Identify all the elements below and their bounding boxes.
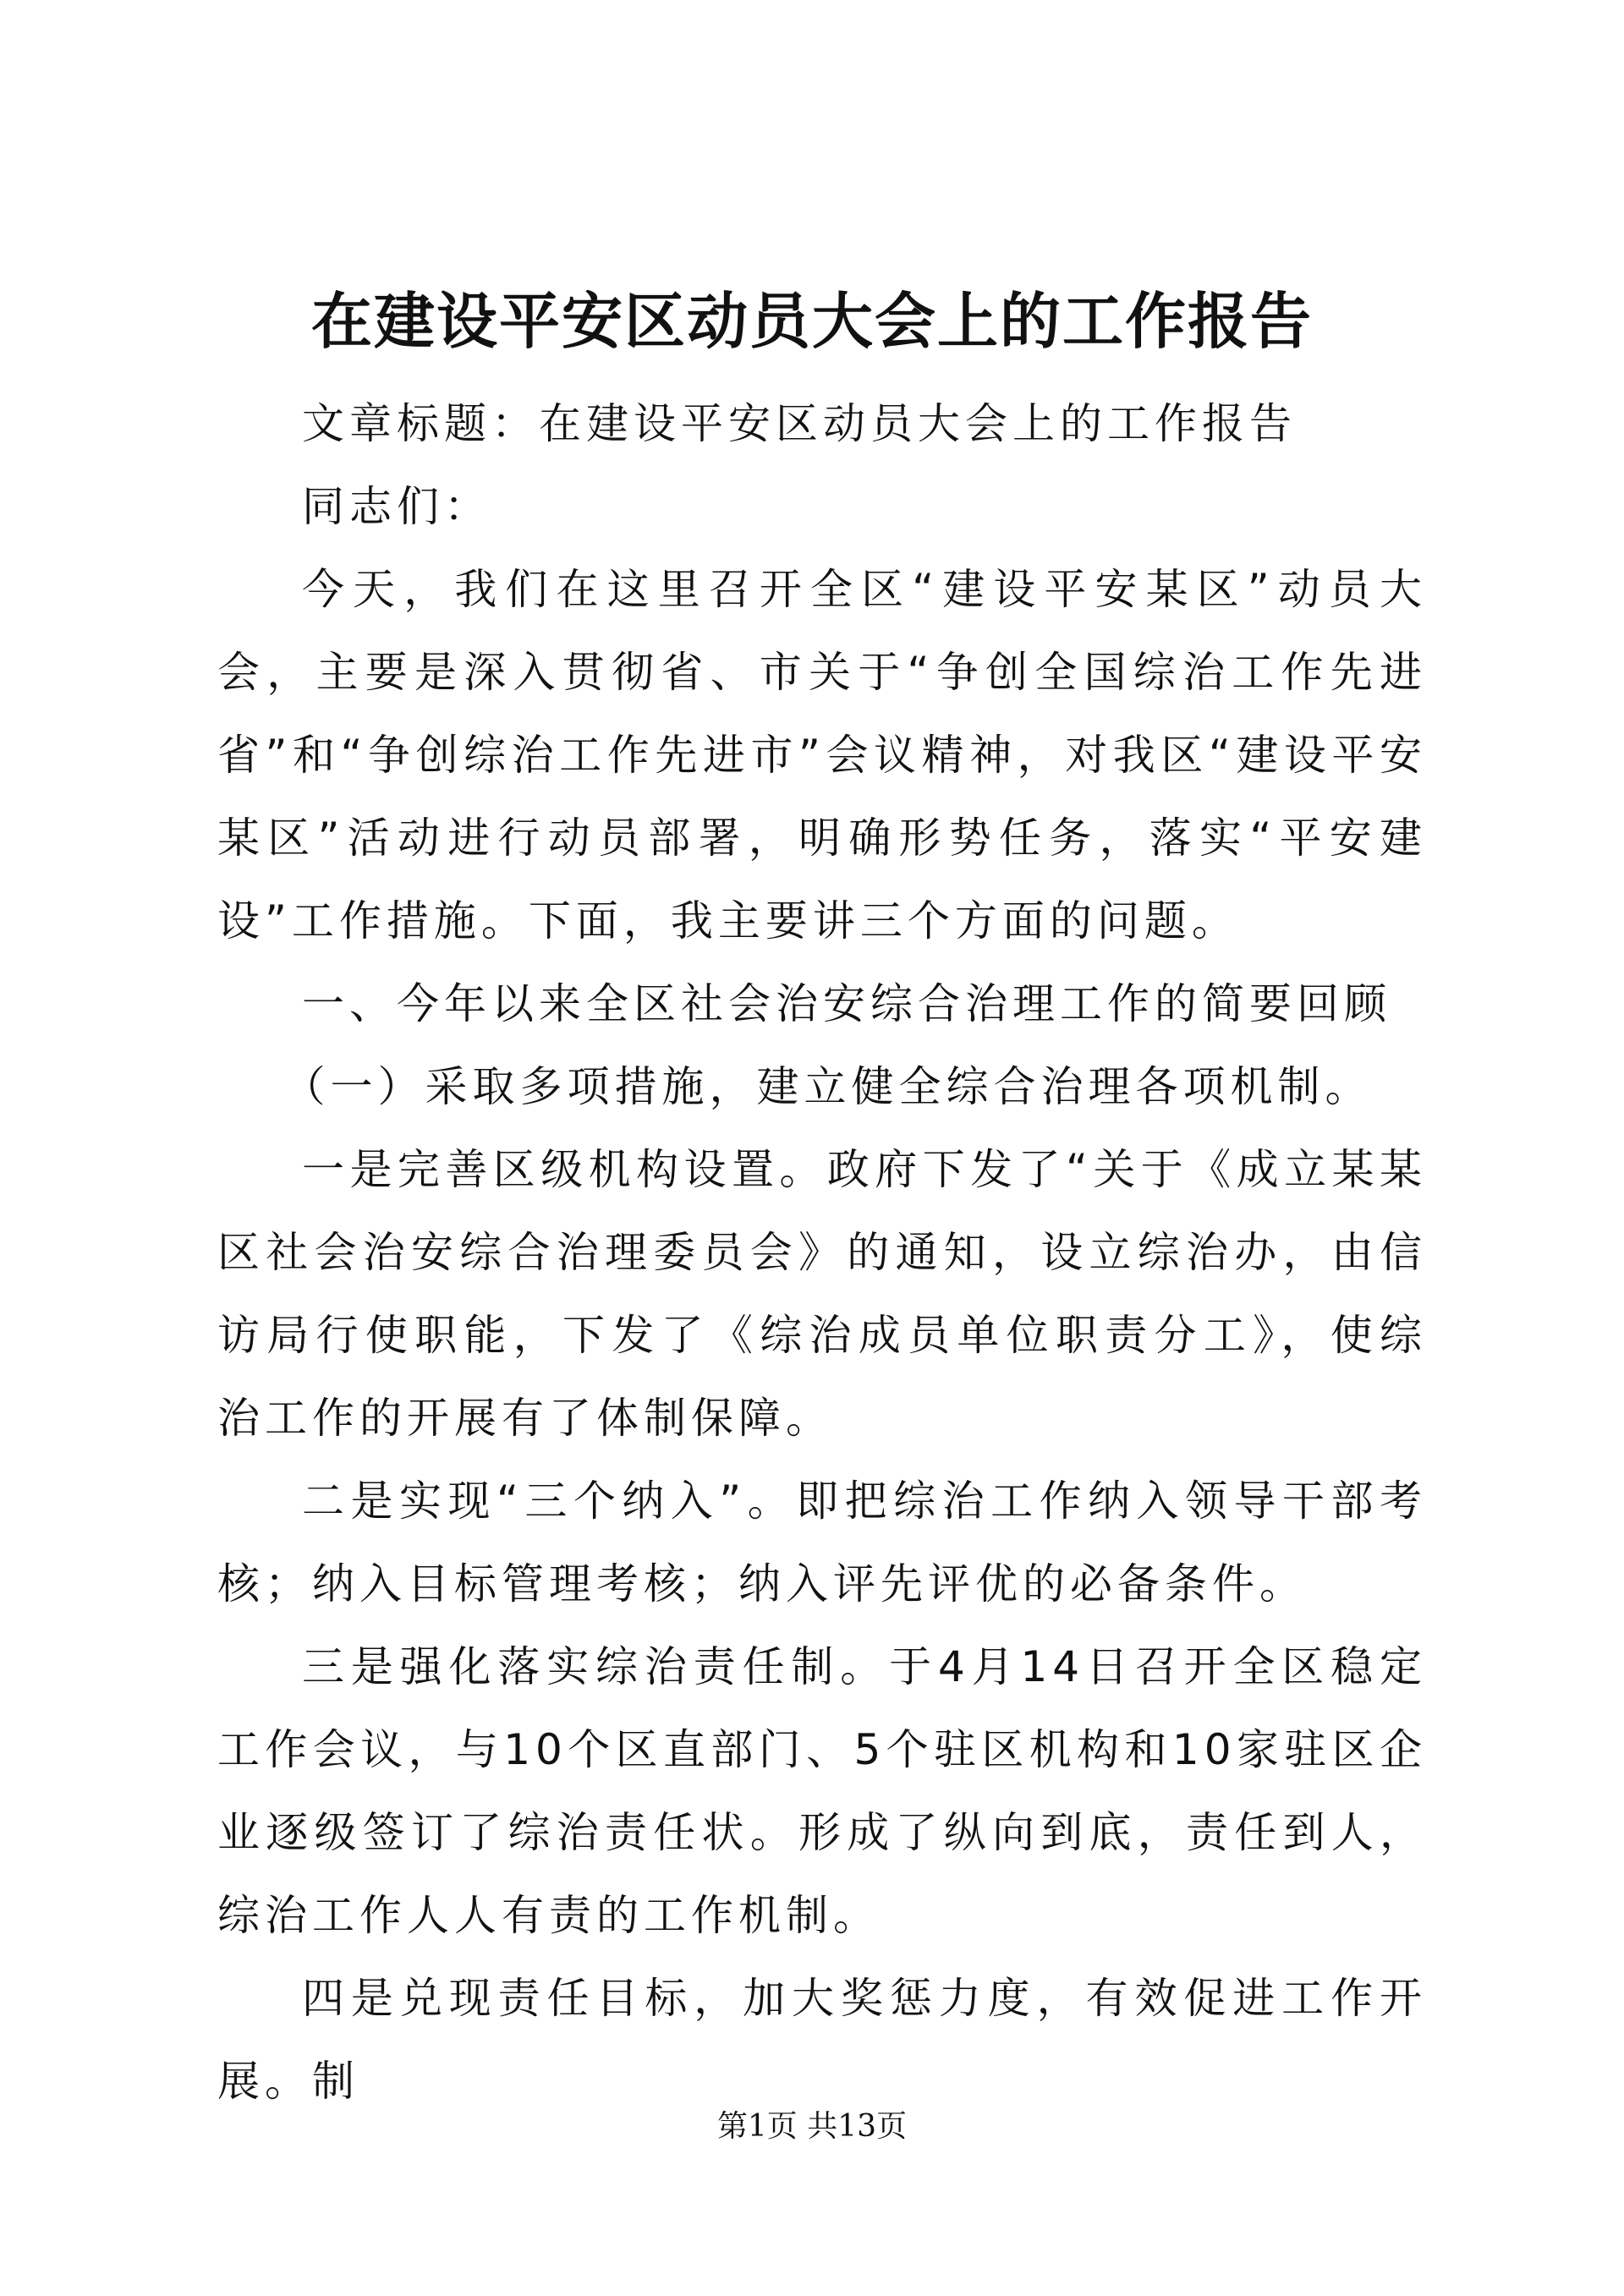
paragraph-salutation: 同志们： bbox=[302, 482, 491, 531]
document-title: 在建设平安区动员大会上的工作报告 bbox=[310, 285, 1313, 357]
subsection-heading-1: （一）采取多项措施，建立健全综合治理各项机制。 bbox=[283, 1062, 1373, 1111]
paragraph-point-3: 三是强化落实综治责任制。于4月14日召开全区稳定工作会议，与10个区直部门、5个驻区机构和10家驻区企业逐级签订了综治责任状。形成了纵向到底，责任到人，综治工作人人有责的工作机制。 bbox=[217, 1642, 1427, 1940]
section-heading-1: 一、今年以来全区社会治安综合治理工作的简要回顾 bbox=[302, 979, 1391, 1028]
paragraph-article-title: 文章标题：在建设平安区动员大会上的工作报告 bbox=[302, 399, 1297, 448]
paragraph-point-4: 四是兑现责任目标，加大奖惩力度，有效促进工作开展。制 bbox=[217, 1974, 1427, 2106]
document-body bbox=[217, 382, 1427, 2123]
paragraph-intro: 今天，我们在这里召开全区“建设平安某区”动员大会，主要是深入贯彻省、市关于“争创全国综治工作先进省”和“争创综治工作先进市”会议精神，对我区“建设平安某区”活动进行动员部署，明确形势任务，落实“平安建设”工作措施。下面，我主要讲三个方面的问题。 bbox=[217, 565, 1427, 945]
paragraph-point-2: 二是实现“三个纳入”。即把综治工作纳入领导干部考核；纳入目标管理考核；纳入评先评优的必备条件。 bbox=[217, 1477, 1427, 1608]
page-number-footer: 第1页 共13页 bbox=[716, 2109, 908, 2144]
paragraph-point-1: 一是完善区级机构设置。政府下发了“关于《成立某某区社会治安综合治理委员会》的通知，设立综治办，由信访局行使职能，下发了《综治成员单位职责分工》，使综治工作的开展有了体制保障。 bbox=[217, 1145, 1427, 1443]
